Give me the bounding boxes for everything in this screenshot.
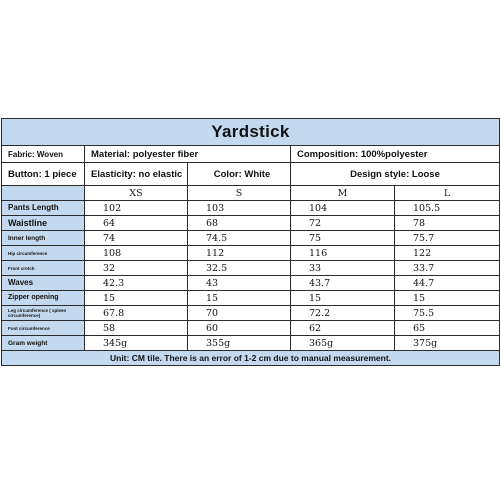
chart-title: Yardstick [2, 119, 500, 146]
info-row-2 [2, 163, 500, 186]
cell-value: 62 [291, 321, 395, 336]
cell-value: 15 [85, 291, 188, 306]
table-row [2, 216, 500, 231]
table-row [2, 246, 500, 261]
footer-note: Unit: CM tile. There is an error of 1-2 cm due to manual measurement. [2, 351, 500, 366]
size-header-row [2, 186, 500, 201]
fabric-cell: Fabric: Woven [2, 146, 85, 163]
cell-value: 32 [85, 261, 188, 276]
size-m: M [291, 186, 395, 201]
cell-value: 112 [188, 246, 291, 261]
cell-value: 68 [188, 216, 291, 231]
cell-value: 64 [85, 216, 188, 231]
cell-value: 75.7 [395, 231, 500, 246]
row-label: Hip circumference [2, 246, 85, 261]
cell-value: 42.3 [85, 276, 188, 291]
cell-value: 72 [291, 216, 395, 231]
table-row [2, 261, 500, 276]
cell-value: 102 [85, 201, 188, 216]
table-row [2, 201, 500, 216]
footer-row [2, 351, 500, 366]
cell-value: 33.7 [395, 261, 500, 276]
title-row [2, 119, 500, 146]
cell-value: 33 [291, 261, 395, 276]
cell-value: 43 [188, 276, 291, 291]
cell-value: 43.7 [291, 276, 395, 291]
cell-value: 74.5 [188, 231, 291, 246]
cell-value: 72.2 [291, 306, 395, 321]
button-cell: Button: 1 piece [2, 163, 85, 186]
cell-value: 345g [85, 336, 188, 351]
row-label: Foot circumference [2, 321, 85, 336]
cell-value: 15 [395, 291, 500, 306]
cell-value: 74 [85, 231, 188, 246]
size-s: S [188, 186, 291, 201]
row-label: Zipper opening [2, 291, 85, 306]
cell-value: 103 [188, 201, 291, 216]
info-row-1 [2, 146, 500, 163]
cell-value: 75.5 [395, 306, 500, 321]
material-cell: Material: polyester fiber [85, 146, 291, 163]
row-label: Waistline [2, 216, 85, 231]
table-row [2, 276, 500, 291]
size-xs: XS [85, 186, 188, 201]
cell-value: 15 [188, 291, 291, 306]
design-cell: Design style: Loose [291, 163, 500, 186]
row-label: Waves [2, 276, 85, 291]
cell-value: 67.8 [85, 306, 188, 321]
table-row [2, 321, 500, 336]
elasticity-cell: Elasticity: no elastic [85, 163, 188, 186]
row-label: Front crotch [2, 261, 85, 276]
cell-value: 355g [188, 336, 291, 351]
size-l: L [395, 186, 500, 201]
table-row [2, 306, 500, 321]
size-table [1, 118, 500, 366]
color-cell: Color: White [188, 163, 291, 186]
cell-value: 32.5 [188, 261, 291, 276]
cell-value: 60 [188, 321, 291, 336]
cell-value: 44.7 [395, 276, 500, 291]
cell-value: 58 [85, 321, 188, 336]
cell-value: 122 [395, 246, 500, 261]
cell-value: 105.5 [395, 201, 500, 216]
size-chart [1, 118, 499, 374]
cell-value: 78 [395, 216, 500, 231]
cell-value: 108 [85, 246, 188, 261]
table-row [2, 336, 500, 351]
row-label: Pants Length [2, 201, 85, 216]
cell-value: 375g [395, 336, 500, 351]
cell-value: 15 [291, 291, 395, 306]
table-row [2, 231, 500, 246]
cell-value: 65 [395, 321, 500, 336]
composition-cell: Composition: 100%polyester [291, 146, 500, 163]
cell-value: 365g [291, 336, 395, 351]
cell-value: 70 [188, 306, 291, 321]
row-label: Leg circumference ( spleen circumference) [2, 306, 85, 321]
table-row [2, 291, 500, 306]
cell-value: 116 [291, 246, 395, 261]
row-label: Inner length [2, 231, 85, 246]
cell-value: 104 [291, 201, 395, 216]
corner-cell [2, 186, 85, 201]
cell-value: 75 [291, 231, 395, 246]
row-label: Gram weight [2, 336, 85, 351]
